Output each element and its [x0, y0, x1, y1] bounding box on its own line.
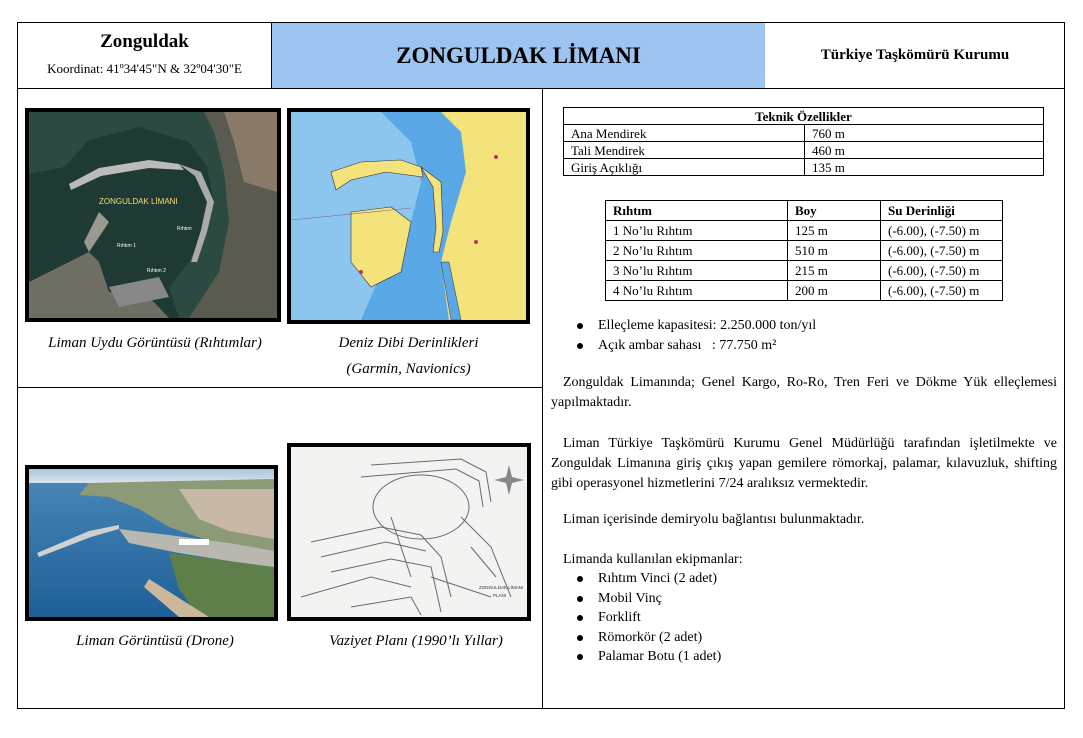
berth-header-name: Rıhtım	[606, 201, 788, 221]
list-item: Palamar Botu (1 adet)	[575, 647, 721, 667]
depth-chart-image	[287, 108, 530, 324]
berth-name: 4 No’lu Rıhtım	[606, 281, 788, 301]
caption-satellite: Liman Uydu Görüntüsü (Rıhtımlar)	[48, 335, 262, 351]
paragraph-cargo: Zonguldak Limanında; Genel Kargo, Ro-Ro, Tren Feri ve Dökme Yük elleçlemesi yapılmaktadır.	[551, 375, 1057, 410]
berths-table	[605, 200, 1003, 301]
table-row	[606, 281, 1003, 301]
berth-header-length: Boy	[788, 201, 881, 221]
satellite-image	[25, 108, 281, 322]
list-item: Açık ambar sahası : 77.750 m²	[575, 336, 816, 356]
sat-label-rihtim1: Rıhtım 1	[117, 243, 136, 249]
technical-title: Teknik Özellikler	[564, 108, 1044, 125]
list-item: Elleçleme kapasitesi: 2.250.000 ton/yıl	[575, 316, 816, 336]
capacity-list	[575, 316, 816, 356]
berth-length: 215 m	[788, 261, 881, 281]
berth-depth: (-6.00), (-7.50) m	[881, 241, 1003, 261]
berth-header-depth: Su Derinliği	[881, 201, 1003, 221]
header-divider	[17, 88, 1065, 89]
page-title: ZONGULDAK LİMANI	[272, 23, 765, 88]
plan-label-sub: PLANI	[493, 593, 507, 598]
drone-image	[25, 465, 278, 621]
sat-label-rihtim2: Rıhtım 2	[147, 268, 166, 274]
caption-depth-line1: Deniz Dibi Derinlikleri	[338, 335, 479, 351]
technical-table	[563, 107, 1044, 176]
equipment-list	[575, 569, 721, 667]
table-row	[606, 241, 1003, 261]
table-header-row	[606, 201, 1003, 221]
table-row	[564, 159, 1044, 176]
berth-length: 200 m	[788, 281, 881, 301]
sat-label-port: ZONGULDAK LİMANI	[99, 197, 178, 206]
table-row	[606, 261, 1003, 281]
tech-label: Ana Mendirek	[564, 125, 805, 142]
caption-drone: Liman Görüntüsü (Drone)	[76, 633, 234, 649]
caption-depth-line2: (Garmin, Navionics)	[346, 361, 471, 377]
paragraph-railway: Liman içerisinde demiryolu bağlantısı bulunmaktadır.	[563, 512, 865, 527]
list-item: Römorkör (2 adet)	[575, 628, 721, 648]
sat-label-rihtim: Rıhtım	[177, 226, 192, 232]
caption-depth	[287, 330, 530, 382]
table-row	[564, 125, 1044, 142]
tech-label: Tali Mendirek	[564, 142, 805, 159]
plan-label-title: ZONGULDAK LİMANI	[479, 585, 524, 590]
berth-length: 125 m	[788, 221, 881, 241]
berth-length: 510 m	[788, 241, 881, 261]
berth-depth: (-6.00), (-7.50) m	[881, 221, 1003, 241]
table-row	[564, 142, 1044, 159]
berth-name: 1 No’lu Rıhtım	[606, 221, 788, 241]
berth-name: 2 No’lu Rıhtım	[606, 241, 788, 261]
equipment-title: Limanda kullanılan ekipmanlar:	[563, 552, 743, 567]
tech-value: 760 m	[805, 125, 1044, 142]
caption-site-plan: Vaziyet Planı (1990’lı Yıllar)	[329, 633, 503, 649]
coordinates: Koordinat: 41º34'45"N & 32º04'30"E	[47, 61, 242, 76]
list-item: Rıhtım Vinci (2 adet)	[575, 569, 721, 589]
paragraph-services: Liman Türkiye Taşkömürü Kurumu Genel Müdürlüğü tarafından işletilmekte ve Zonguldak Limanına giriş çıkış yapan gemilere römorkaj, palamar, kılavuzluk, shifting gibi operasyonel hizmetlerini 7/24 aralıksız vermektedir.	[551, 436, 1057, 491]
tech-label: Giriş Açıklığı	[564, 159, 805, 176]
berth-depth: (-6.00), (-7.50) m	[881, 281, 1003, 301]
body-divider	[542, 88, 543, 709]
operator-name: Türkiye Taşkömürü Kurumu	[820, 46, 1010, 63]
header-location	[17, 22, 272, 88]
site-plan-image	[287, 443, 531, 621]
tech-value: 135 m	[805, 159, 1044, 176]
list-item: Forklift	[575, 608, 721, 628]
images-divider	[17, 387, 542, 388]
tech-value: 460 m	[805, 142, 1044, 159]
list-item: Mobil Vinç	[575, 589, 721, 609]
table-row	[606, 221, 1003, 241]
berth-depth: (-6.00), (-7.50) m	[881, 261, 1003, 281]
berth-name: 3 No’lu Rıhtım	[606, 261, 788, 281]
city-name: Zonguldak	[100, 31, 189, 52]
